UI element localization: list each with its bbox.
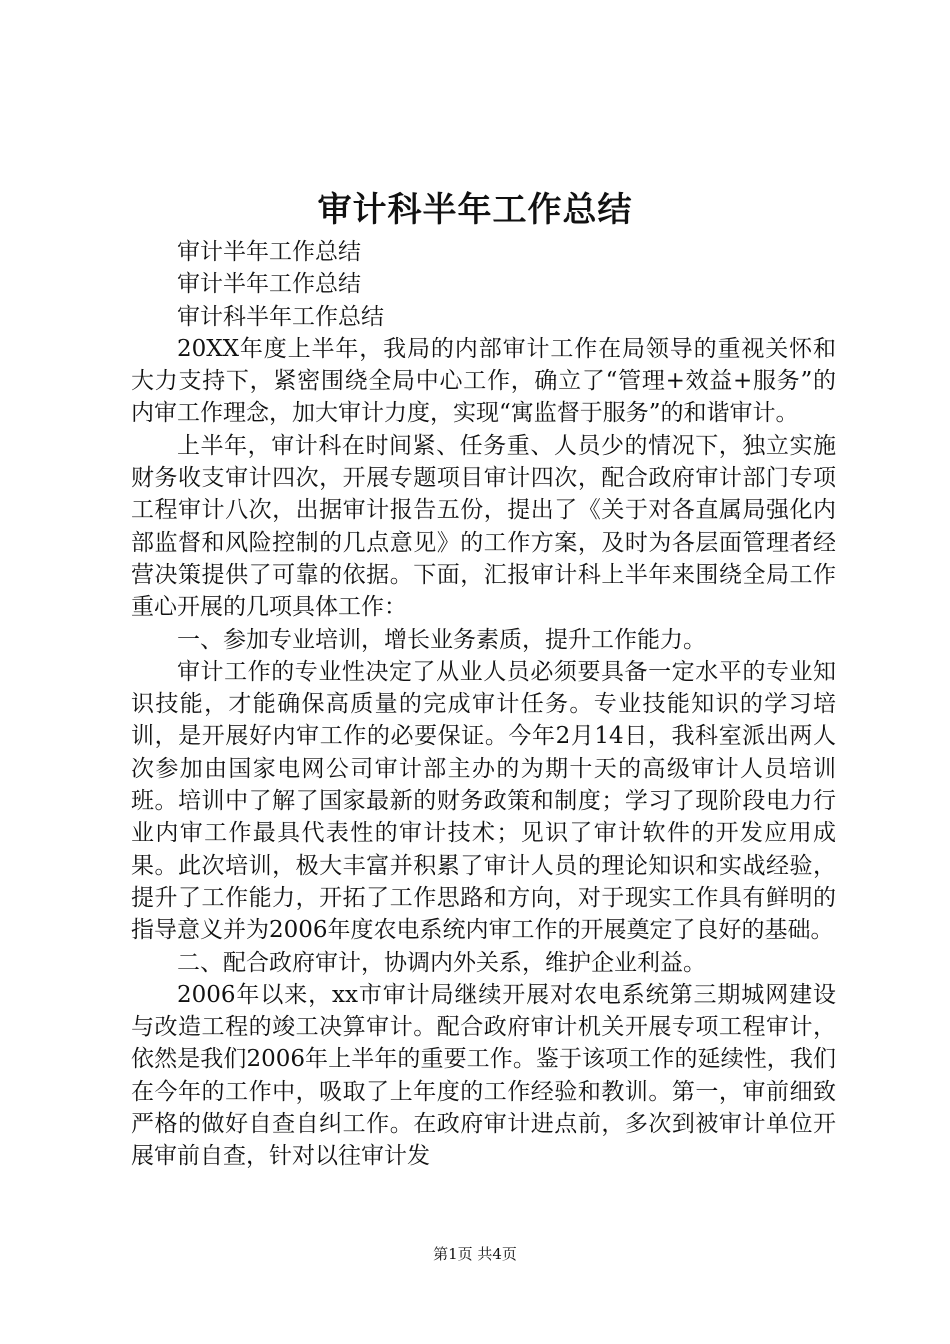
paragraph: 审计半年工作总结 <box>177 271 361 298</box>
section-heading: 一、参加专业培训，增长业务素质，提升工作能力。 <box>177 626 706 653</box>
paragraph: 审计工作的专业性决定了从业人员必须要具备一定水平的专业知识技能，才能确保高质量的完成审计任务。专业技能知识的学习培训，是开展好内审工作的必要保证。今年2月14日，我科室派出两人次参加由国家电网公司审计部主办的为期十天的高级审计人员培训班。培训中了解了国家最新的财务政策和制度；学习了现阶段电力行业内审工作最具代表性的审计技术；见识了审计软件的开发应用成果。此次培训，极大丰富并积累了审计人员的理论知识和实战经验，提升了工作能力，开拓了工作思路和方向，对于现实工作具有鲜明的指导意义并为2006年度农电系统内审工作的开展奠定了良好的基础。 <box>131 658 836 944</box>
paragraph: 2006年以来，xx市审计局继续开展对农电系统第三期城网建设与改造工程的竣工决算审计。配合政府审计机关开展专项工程审计，依然是我们2006年上半年的重要工作。鉴于该项工作的延续性，我们在今年的工作中，吸取了上年度的工作经验和教训。第一，审前细致严格的做好自查自纠工作。在政府审计进点前，多次到被审计单位开展审前自查，针对以往审计发 <box>131 981 836 1170</box>
section-heading: 二、配合政府审计，协调内外关系，维护企业利益。 <box>177 949 706 976</box>
page-number-footer: 第1页 共4页 <box>433 1245 517 1263</box>
paragraph: 上半年，审计科在时间紧、任务重、人员少的情况下，独立实施财务收支审计四次，开展专题项目审计四次，配合政府审计部门专项工程审计八次，出据审计报告五份，提出了《关于对各直属局强化内部监督和风险控制的几点意见》的工作方案，及时为各层面管理者经营决策提供了可靠的依据。下面，汇报审计科上半年来围绕全局工作重心开展的几项具体工作： <box>131 432 836 621</box>
paragraph: 审计科半年工作总结 <box>177 303 384 330</box>
document-title: 审计科半年工作总结 <box>317 190 633 230</box>
paragraph: 20XX年度上半年，我局的内部审计工作在局领导的重视关怀和大力支持下，紧密围绕全局中心工作，确立了“管理+效益+服务”的内审工作理念，加大审计力度，实现“寓监督于服务”的和谐审计。 <box>131 335 836 427</box>
paragraph: 审计半年工作总结 <box>177 239 361 265</box>
document-body <box>131 236 836 1173</box>
